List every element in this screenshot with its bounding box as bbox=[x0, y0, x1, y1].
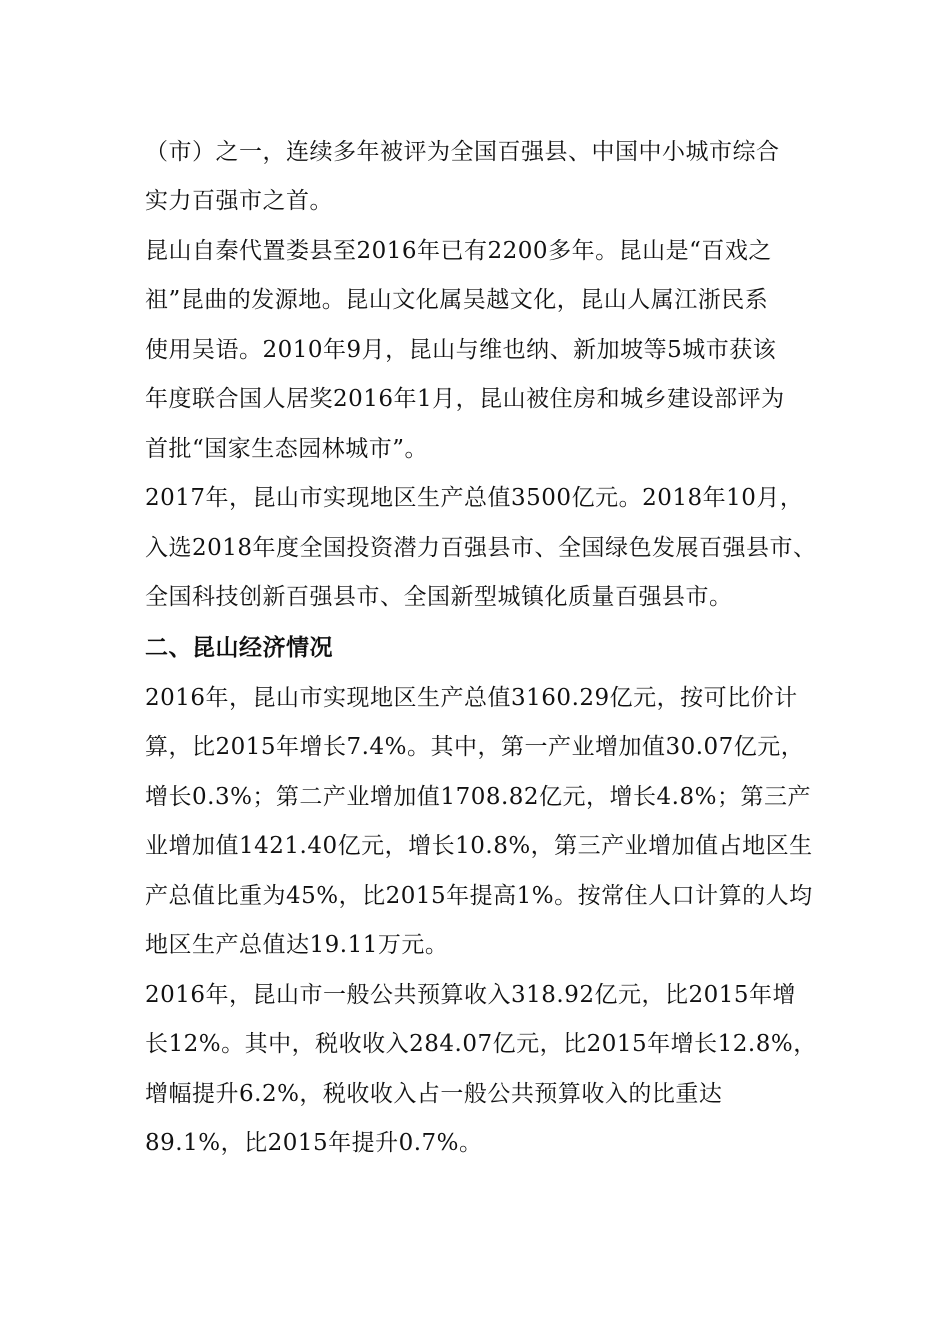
text-line: 地区生产总值达19.11万元。 bbox=[145, 932, 449, 958]
text-line: 昆山自秦代置娄县至2016年已有2200多年。昆山是“百戏之 bbox=[145, 238, 772, 264]
text-line: 89.1%，比2015年提升0.7%。 bbox=[145, 1130, 483, 1156]
text-line: 算，比2015年增长7.4%。其中，第一产业增加值30.07亿元， bbox=[145, 734, 805, 760]
text-line: 产总值比重为45%，比2015年提高1%。按常住人口计算的人均 bbox=[145, 883, 813, 909]
text-line: 增幅提升6.2%，税收收入占一般公共预算收入的比重达 bbox=[145, 1081, 723, 1107]
text-line: （市）之一，连续多年被评为全国百强县、中国中小城市综合 bbox=[145, 139, 780, 165]
text-line: 2016年，昆山市一般公共预算收入318.92亿元，比2015年增 bbox=[145, 982, 797, 1008]
text-line: 入选2018年度全国投资潜力百强县市、全国绿色发展百强县市、 bbox=[145, 535, 817, 561]
text-line: 使用吴语。2010年9月，昆山与维也纳、新加坡等5城市获该 bbox=[145, 337, 777, 363]
text-line: 祖”昆曲的发源地。昆山文化属吴越文化，昆山人属江浙民系 bbox=[145, 287, 769, 313]
text-line: 实力百强市之首。 bbox=[145, 188, 333, 214]
text-line: 全国科技创新百强县市、全国新型城镇化质量百强县市。 bbox=[145, 584, 733, 610]
text-line: 增长0.3%；第二产业增加值1708.82亿元，增长4.8%；第三产 bbox=[145, 784, 811, 810]
text-line: 长12%。其中，税收收入284.07亿元，比2015年增长12.8%， bbox=[145, 1031, 817, 1057]
text-line: 2016年，昆山市实现地区生产总值3160.29亿元，按可比价计 bbox=[145, 685, 798, 711]
text-line: 年度联合国人居奖2016年1月，昆山被住房和城乡建设部评为 bbox=[145, 386, 785, 412]
text-line: 首批“国家生态园林城市”。 bbox=[145, 436, 429, 462]
text-line: 业增加值1421.40亿元，增长10.8%，第三产业增加值占地区生 bbox=[145, 833, 813, 859]
section-heading: 二、昆山经济情况 bbox=[145, 635, 333, 661]
text-line: 2017年，昆山市实现地区生产总值3500亿元。2018年10月， bbox=[145, 485, 804, 511]
